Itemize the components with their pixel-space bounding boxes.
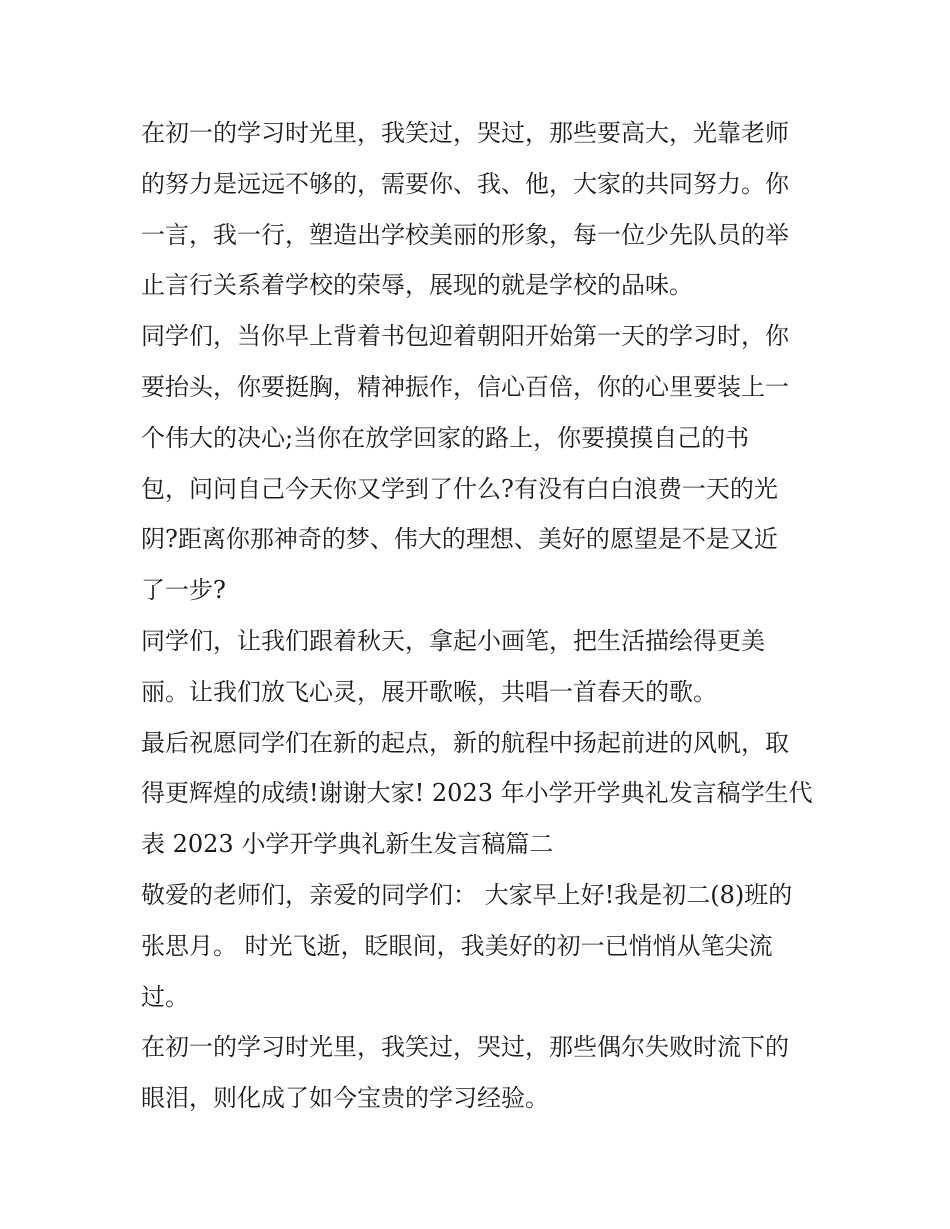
text-line: 丽。让我们放飞心灵，展开歌喉，共唱一首春天的歌。 <box>141 677 717 706</box>
text-line: 表 2023 小学开学典礼新生发言稿篇二 <box>141 830 554 859</box>
text-line: 了一步? <box>141 576 226 605</box>
text-line: 眼泪，则化成了如今宝贵的学习经验。 <box>141 1084 549 1113</box>
text-line: 最后祝愿同学们在新的起点，新的航程中扬起前进的风帆，取 <box>141 728 789 757</box>
text-line: 得更辉煌的成绩!谢谢大家! 2023 年小学开学典礼发言稿学生代 <box>141 779 813 808</box>
text-line: 的努力是远远不够的，需要你、我、他，大家的共同努力。你 <box>141 169 789 198</box>
paragraph-5 <box>141 870 821 1022</box>
paragraph-3 <box>141 616 821 718</box>
text-line: 在初一的学习时光里，我笑过，哭过，那些要高大，光靠老师 <box>141 119 789 147</box>
text-line: 止言行关系着学校的荣辱，展现的就是学校的品味。 <box>141 271 693 300</box>
text-line: 包，问问自己今天你又学到了什么?有没有白白浪费一天的光 <box>141 474 778 503</box>
paragraph-6 <box>141 1022 821 1124</box>
text-line: 张思月。 时光飞逝，眨眼间，我美好的初一已悄悄从笔尖流 <box>141 931 773 960</box>
paragraph-4 <box>141 718 821 870</box>
text-line: 个伟大的决心;当你在放学回家的路上，你要摸摸自己的书 <box>141 423 750 452</box>
document-body <box>141 108 821 1124</box>
text-line: 在初一的学习时光里，我笑过，哭过，那些偶尔失败时流下的 <box>141 1033 789 1062</box>
paragraph-1 <box>141 108 821 311</box>
text-line: 一言，我一行，塑造出学校美丽的形象，每一位少先队员的举 <box>141 220 789 249</box>
text-line: 要抬头，你要挺胸，精神振作，信心百倍，你的心里要装上一 <box>141 372 789 401</box>
text-line: 过。 <box>141 982 189 1011</box>
text-line: 敬爱的老师们，亲爱的同学们： 大家早上好!我是初二(8)班的 <box>141 880 793 909</box>
text-line: 同学们，当你早上背着书包迎着朝阳开始第一天的学习时，你 <box>141 322 789 351</box>
paragraph-2 <box>141 311 821 616</box>
text-line: 同学们，让我们跟着秋天，拿起小画笔，把生活描绘得更美 <box>141 626 765 655</box>
text-line: 阴?距离你那神奇的梦、伟大的理想、美好的愿望是不是又近 <box>141 525 778 554</box>
